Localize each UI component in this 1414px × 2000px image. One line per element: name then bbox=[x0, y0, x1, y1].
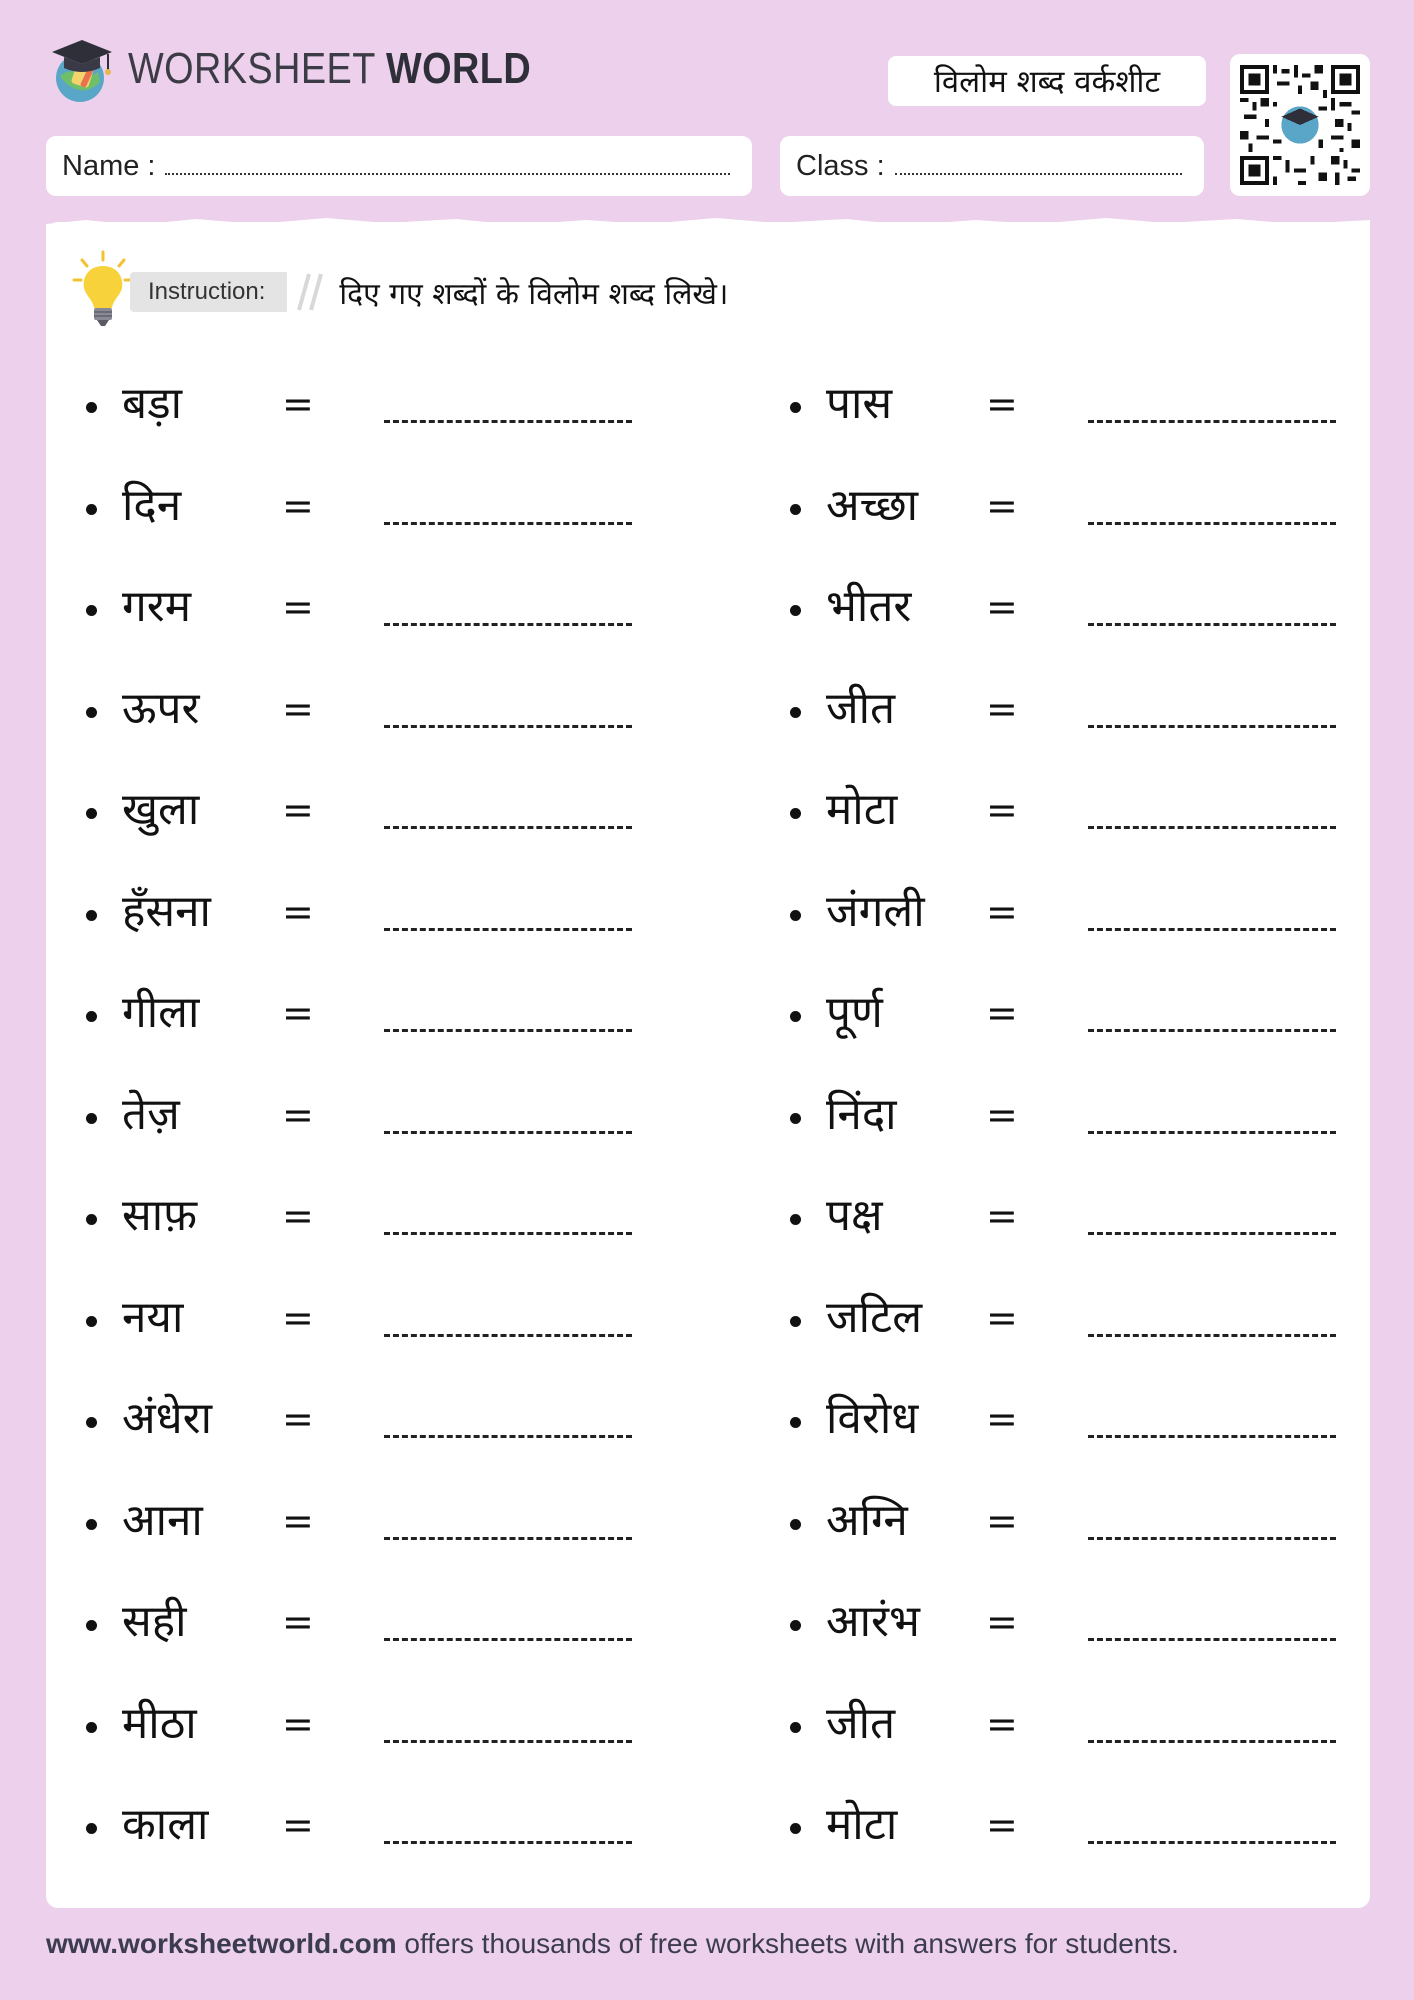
answer-blank[interactable] bbox=[384, 1435, 632, 1438]
bullet bbox=[790, 1417, 801, 1428]
equals-sign: = bbox=[282, 483, 314, 528]
bullet bbox=[790, 402, 801, 413]
answer-blank[interactable] bbox=[384, 522, 632, 525]
qr-code-icon bbox=[1240, 64, 1360, 186]
equals-sign: = bbox=[986, 1803, 1018, 1847]
bullet bbox=[86, 808, 97, 819]
answer-blank[interactable] bbox=[1088, 1841, 1336, 1844]
bullet bbox=[86, 1823, 97, 1834]
bullet bbox=[86, 605, 97, 616]
equals-sign: = bbox=[282, 991, 314, 1035]
bullet bbox=[86, 910, 97, 921]
class-field[interactable] bbox=[780, 136, 1204, 196]
answer-blank[interactable] bbox=[1088, 826, 1336, 829]
bullet bbox=[790, 605, 801, 616]
word: खुला bbox=[122, 784, 200, 835]
bullet bbox=[86, 1011, 97, 1022]
word-row-right bbox=[790, 474, 1350, 544]
word: अग्नि bbox=[826, 1494, 908, 1546]
word-row-left bbox=[86, 778, 646, 848]
bullet bbox=[790, 1214, 801, 1225]
equals-sign: = bbox=[282, 1803, 314, 1847]
answer-blank[interactable] bbox=[1088, 1740, 1336, 1743]
bullet bbox=[86, 1417, 97, 1428]
word-row-right bbox=[790, 1793, 1350, 1863]
word-row-left bbox=[86, 1489, 646, 1559]
worksheet-card bbox=[46, 222, 1370, 1908]
equals-sign: = bbox=[986, 1498, 1018, 1543]
word: काला bbox=[122, 1799, 209, 1850]
word: दिन bbox=[122, 479, 182, 531]
torn-edge bbox=[46, 216, 1370, 238]
bullet bbox=[790, 1722, 801, 1733]
name-line bbox=[165, 173, 730, 175]
word-row-left bbox=[86, 1387, 646, 1457]
slash-divider bbox=[285, 270, 325, 314]
word-row-left bbox=[86, 981, 646, 1051]
word-row-left bbox=[86, 1793, 646, 1863]
brand bbox=[46, 32, 597, 106]
word: गीला bbox=[122, 987, 200, 1038]
word: गरम bbox=[122, 581, 192, 632]
word-row-right bbox=[790, 575, 1350, 645]
answer-blank[interactable] bbox=[384, 1334, 632, 1337]
word: जीत bbox=[826, 682, 896, 734]
word-row-left bbox=[86, 1083, 646, 1153]
equals-sign: = bbox=[986, 1295, 1018, 1340]
word: पक्ष bbox=[826, 1190, 883, 1241]
bullet bbox=[86, 1620, 97, 1631]
class-line bbox=[895, 173, 1182, 175]
word: आना bbox=[122, 1494, 203, 1546]
word: भीतर bbox=[826, 581, 912, 632]
answer-blank[interactable] bbox=[1088, 420, 1336, 423]
bullet bbox=[790, 808, 801, 819]
answer-blank[interactable] bbox=[1088, 1334, 1336, 1337]
answer-blank[interactable] bbox=[384, 1638, 632, 1641]
answer-blank[interactable] bbox=[1088, 1435, 1336, 1438]
word: मोटा bbox=[826, 1799, 898, 1850]
equals-sign: = bbox=[986, 788, 1018, 832]
answer-blank[interactable] bbox=[1088, 1638, 1336, 1641]
word-row-right bbox=[790, 1083, 1350, 1153]
bullet bbox=[790, 1519, 801, 1530]
equals-sign: = bbox=[282, 788, 314, 832]
word-row-left bbox=[86, 575, 646, 645]
answer-blank[interactable] bbox=[384, 420, 632, 423]
equals-sign: = bbox=[282, 1701, 314, 1746]
class-label: Class : bbox=[796, 149, 885, 182]
equals-sign: = bbox=[282, 686, 314, 731]
answer-blank[interactable] bbox=[1088, 1131, 1336, 1134]
bullet bbox=[790, 707, 801, 718]
word-row-left bbox=[86, 1184, 646, 1254]
equals-sign: = bbox=[282, 585, 314, 629]
bullet bbox=[86, 1316, 97, 1327]
brand-name: WORKSHEET WORLD bbox=[128, 44, 532, 93]
word: मोटा bbox=[826, 784, 898, 835]
name-field[interactable] bbox=[46, 136, 752, 196]
equals-sign: = bbox=[986, 991, 1018, 1035]
equals-sign: = bbox=[986, 585, 1018, 629]
word: निंदा bbox=[826, 1088, 897, 1140]
answer-blank[interactable] bbox=[384, 1740, 632, 1743]
equals-sign: = bbox=[986, 483, 1018, 528]
lightbulb-icon bbox=[72, 250, 134, 334]
word: नया bbox=[122, 1291, 184, 1343]
bullet bbox=[86, 402, 97, 413]
equals-sign: = bbox=[986, 1194, 1018, 1238]
bullet bbox=[86, 1519, 97, 1530]
equals-sign: = bbox=[282, 1600, 314, 1644]
word: बड़ा bbox=[122, 378, 183, 429]
instruction-label: Instruction: bbox=[130, 272, 287, 312]
word-row-left bbox=[86, 474, 646, 544]
word: पूर्ण bbox=[826, 987, 883, 1038]
word-row-right bbox=[790, 1184, 1350, 1254]
footer bbox=[46, 1928, 1179, 1960]
equals-sign: = bbox=[282, 889, 314, 934]
bullet bbox=[790, 1113, 801, 1124]
bullet bbox=[86, 1113, 97, 1124]
bullet bbox=[790, 1011, 801, 1022]
word-row-left bbox=[86, 1286, 646, 1356]
word: पास bbox=[826, 378, 893, 429]
equals-sign: = bbox=[986, 1397, 1018, 1441]
word-row-right bbox=[790, 372, 1350, 442]
answer-blank[interactable] bbox=[384, 1131, 632, 1134]
word-row-right bbox=[790, 1692, 1350, 1762]
equals-sign: = bbox=[986, 686, 1018, 731]
equals-sign: = bbox=[986, 382, 1018, 426]
bullet bbox=[86, 1214, 97, 1225]
answer-blank[interactable] bbox=[384, 928, 632, 931]
answer-blank[interactable] bbox=[1088, 1232, 1336, 1235]
word-row-right bbox=[790, 1387, 1350, 1457]
word: साफ़ bbox=[122, 1190, 198, 1241]
word-row-right bbox=[790, 677, 1350, 747]
bullet bbox=[790, 1823, 801, 1834]
footer-text: offers thousands of free worksheets with answers for students. bbox=[396, 1928, 1179, 1959]
answer-blank[interactable] bbox=[1088, 928, 1336, 931]
bullet bbox=[86, 1722, 97, 1733]
word-row-left bbox=[86, 1590, 646, 1660]
word-row-left bbox=[86, 1692, 646, 1762]
word: तेज़ bbox=[122, 1088, 180, 1140]
answer-blank[interactable] bbox=[1088, 725, 1336, 728]
answer-blank[interactable] bbox=[384, 623, 632, 626]
equals-sign: = bbox=[282, 1498, 314, 1543]
word: विरोध bbox=[826, 1393, 919, 1444]
word-row-left bbox=[86, 372, 646, 442]
word: आरंभ bbox=[826, 1596, 920, 1647]
word: जटिल bbox=[826, 1291, 923, 1343]
answer-blank[interactable] bbox=[384, 1029, 632, 1032]
word-row-left bbox=[86, 677, 646, 747]
worksheet-world-logo-icon bbox=[46, 32, 116, 106]
word-row-right bbox=[790, 880, 1350, 950]
instruction-text: दिए गए शब्दों के विलोम शब्द लिखे। bbox=[339, 276, 729, 312]
answer-blank[interactable] bbox=[384, 725, 632, 728]
answer-blank[interactable] bbox=[384, 826, 632, 829]
word: ऊपर bbox=[122, 682, 200, 734]
equals-sign: = bbox=[282, 1092, 314, 1137]
word: मीठा bbox=[122, 1697, 197, 1749]
name-label: Name : bbox=[62, 149, 156, 182]
equals-sign: = bbox=[282, 1295, 314, 1340]
equals-sign: = bbox=[986, 889, 1018, 934]
bullet bbox=[86, 504, 97, 515]
equals-sign: = bbox=[282, 1397, 314, 1441]
word: अच्छा bbox=[826, 479, 919, 531]
answer-blank[interactable] bbox=[1088, 623, 1336, 626]
footer-site[interactable]: www.worksheetworld.com bbox=[46, 1928, 397, 1959]
bullet bbox=[86, 707, 97, 718]
bullet bbox=[790, 1316, 801, 1327]
word-row-right bbox=[790, 778, 1350, 848]
word-row-left bbox=[86, 880, 646, 950]
answer-blank[interactable] bbox=[1088, 1537, 1336, 1540]
bullet bbox=[790, 504, 801, 515]
equals-sign: = bbox=[282, 1194, 314, 1238]
word-row-right bbox=[790, 1489, 1350, 1559]
equals-sign: = bbox=[986, 1600, 1018, 1644]
word-row-right bbox=[790, 981, 1350, 1051]
answer-blank[interactable] bbox=[1088, 1029, 1336, 1032]
answer-blank[interactable] bbox=[384, 1537, 632, 1540]
bullet bbox=[790, 1620, 801, 1631]
word: जीत bbox=[826, 1697, 896, 1749]
answer-blank[interactable] bbox=[384, 1841, 632, 1844]
equals-sign: = bbox=[986, 1701, 1018, 1746]
word-row-right bbox=[790, 1286, 1350, 1356]
word: जंगली bbox=[826, 885, 925, 937]
answer-blank[interactable] bbox=[384, 1232, 632, 1235]
equals-sign: = bbox=[986, 1092, 1018, 1137]
bullet bbox=[790, 910, 801, 921]
answer-blank[interactable] bbox=[1088, 522, 1336, 525]
word-row-right bbox=[790, 1590, 1350, 1660]
qr-code bbox=[1230, 54, 1370, 196]
word: अंधेरा bbox=[122, 1393, 213, 1444]
word: सही bbox=[122, 1596, 187, 1647]
equals-sign: = bbox=[282, 382, 314, 426]
worksheet-title: विलोम शब्द वर्कशीट bbox=[888, 56, 1206, 106]
word: हँसना bbox=[122, 885, 211, 937]
instruction bbox=[72, 242, 728, 342]
